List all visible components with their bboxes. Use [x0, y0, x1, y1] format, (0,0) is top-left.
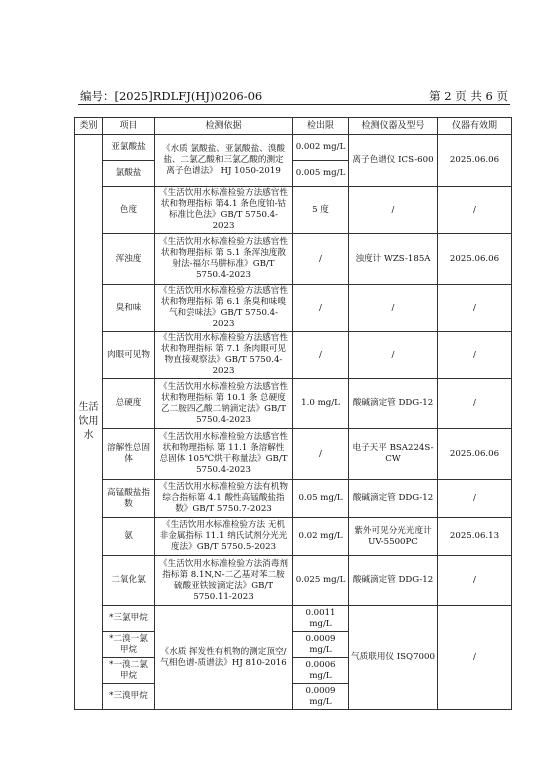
limit-cell: 0.02 mg/L [293, 518, 349, 556]
basis-cell: 《生活饮用水标准检验方法感官性状和物理指标 第4.1 条色度铂-钴标准比色法》GB/T 5750.4-2023 [155, 187, 293, 234]
validity-cell: 2025.06.06 [438, 135, 512, 187]
validity-cell: / [438, 480, 512, 518]
page-info: 第 2 页 共 6 页 [429, 89, 508, 103]
instrument-cell: 酸碱滴定管 DDG-12 [349, 379, 438, 429]
item-cell: 色度 [103, 187, 155, 234]
instrument-cell: / [349, 332, 438, 379]
limit-cell: 0.0009 mg/L [293, 684, 349, 710]
instrument-cell: / [349, 187, 438, 234]
limit-cell: 0.0009 mg/L [293, 632, 349, 658]
instrument-cell: 酸碱滴定管 DDG-12 [349, 556, 438, 606]
basis-cell: 《生活饮用水标准检验方法消毒剂指标第 8.1N,N-二乙基对苯二胺硫酸亚铁铵滴定法》GB/T 5750.11-2023 [155, 556, 293, 606]
col-header-category: 类别 [75, 118, 103, 135]
table-row [75, 518, 512, 556]
col-header-basis: 检测依据 [155, 118, 293, 135]
col-header-validity: 仪器有效期 [438, 118, 512, 135]
category-cell: 生活饮用水 [75, 135, 103, 710]
limit-cell: 0.0006 mg/L [293, 658, 349, 684]
validity-cell: / [438, 606, 512, 710]
limit-cell: 0.002 mg/L [293, 135, 349, 161]
validity-cell: / [438, 285, 512, 332]
test-method-table [74, 117, 512, 710]
instrument-cell: 电子天平 BSA224S-CW [349, 429, 438, 480]
item-cell: *三溴甲烷 [103, 684, 155, 710]
instrument-cell: 气质联用仪 ISQ7000 [349, 606, 438, 710]
instrument-cell: 离子色谱仪 ICS-600 [349, 135, 438, 187]
basis-cell: 《生活饮用水标准检验方法感官性状和物理指标 第 11.1 条溶解性总固体 105℃烘干称量法》GB/T 5750.4-2023 [155, 429, 293, 480]
basis-cell: 《生活饮用水标准检验方法感官性状和物理指标 第 5.1 条浑浊度散射法-福尔马肼标准》GB/T 5750.4-2023 [155, 234, 293, 285]
table-row [75, 187, 512, 234]
limit-cell: 0.025 mg/L [293, 556, 349, 606]
validity-cell: / [438, 332, 512, 379]
instrument-cell: 酸碱滴定管 DDG-12 [349, 480, 438, 518]
table-row [75, 480, 512, 518]
basis-cell: 《水质 氯酸盐、亚氯酸盐、溴酸盐、二氯乙酸和三氯乙酸的测定 离子色谱法》 HJ 1050-2019 [155, 135, 293, 187]
table-row [75, 556, 512, 606]
item-cell: 肉眼可见物 [103, 332, 155, 379]
table-row [75, 332, 512, 379]
table-row [75, 135, 512, 161]
limit-cell: 0.05 mg/L [293, 480, 349, 518]
table-row [75, 429, 512, 480]
instrument-cell: / [349, 285, 438, 332]
item-cell: *三氯甲烷 [103, 606, 155, 632]
item-cell: 臭和味 [103, 285, 155, 332]
col-header-limit: 检出限 [293, 118, 349, 135]
item-cell: 氯酸盐 [103, 161, 155, 187]
validity-cell: / [438, 187, 512, 234]
table-row [75, 285, 512, 332]
col-header-item: 项目 [103, 118, 155, 135]
table-row [75, 234, 512, 285]
header-rule [78, 104, 510, 105]
basis-cell: 《生活饮用水标准检验方法感官性状和物理指标 第 6.1 条臭和味嗅气和尝味法》GB/T 5750.4-2023 [155, 285, 293, 332]
limit-cell: 0.005 mg/L [293, 161, 349, 187]
item-cell: *二溴一氯甲烷 [103, 632, 155, 658]
basis-cell: 《生活饮用水标准检验方法有机物综合指标第 4.1 酸性高锰酸盐指数》GB/T 5750.7-2023 [155, 480, 293, 518]
validity-cell: / [438, 556, 512, 606]
instrument-cell: 浊度计 WZS-185A [349, 234, 438, 285]
validity-cell: 2025.06.06 [438, 429, 512, 480]
limit-cell: / [293, 234, 349, 285]
basis-cell: 《生活饮用水标准检验方法 无机非金属指标 11.1 纳氏试剂分光光度法》GB/T 5750.5-2023 [155, 518, 293, 556]
item-cell: 高锰酸盐指数 [103, 480, 155, 518]
item-cell: 总硬度 [103, 379, 155, 429]
limit-cell: / [293, 285, 349, 332]
item-cell: *一溴二氯甲烷 [103, 658, 155, 684]
item-cell: 二氧化氯 [103, 556, 155, 606]
limit-cell: 5 度 [293, 187, 349, 234]
limit-cell: 1.0 mg/L [293, 379, 349, 429]
limit-cell: 0.0011 mg/L [293, 606, 349, 632]
instrument-cell: 紫外可见分光光度计 UV-5500PC [349, 518, 438, 556]
col-header-instrument: 检测仪器及型号 [349, 118, 438, 135]
validity-cell: 2025.06.06 [438, 234, 512, 285]
basis-cell: 《生活饮用水标准检验方法感官性状和物理指标 第 7.1 条肉眼可见物直接观察法》GB/T 5750.4-2023 [155, 332, 293, 379]
item-cell: 溶解性总固体 [103, 429, 155, 480]
basis-cell: 《生活饮用水标准检验方法感官性状和物理指标 第 10.1 条 总硬度 乙二胺四乙酸二钠滴定法》GB/T 5750.4-2023 [155, 379, 293, 429]
table-row [75, 606, 512, 632]
item-cell: 浑浊度 [103, 234, 155, 285]
document-number: 编号：[2025]RDLFJ(HJ)0206-06 [80, 89, 263, 103]
table-header-row [75, 118, 512, 135]
validity-cell: 2025.06.13 [438, 518, 512, 556]
item-cell: 亚氯酸盐 [103, 135, 155, 161]
limit-cell: / [293, 332, 349, 379]
limit-cell: / [293, 429, 349, 480]
table-row [75, 379, 512, 429]
item-cell: 氨 [103, 518, 155, 556]
validity-cell: / [438, 379, 512, 429]
basis-cell: 《水质 挥发性有机物的测定顶空/气相色谱-质谱法》HJ 810-2016 [155, 606, 293, 710]
